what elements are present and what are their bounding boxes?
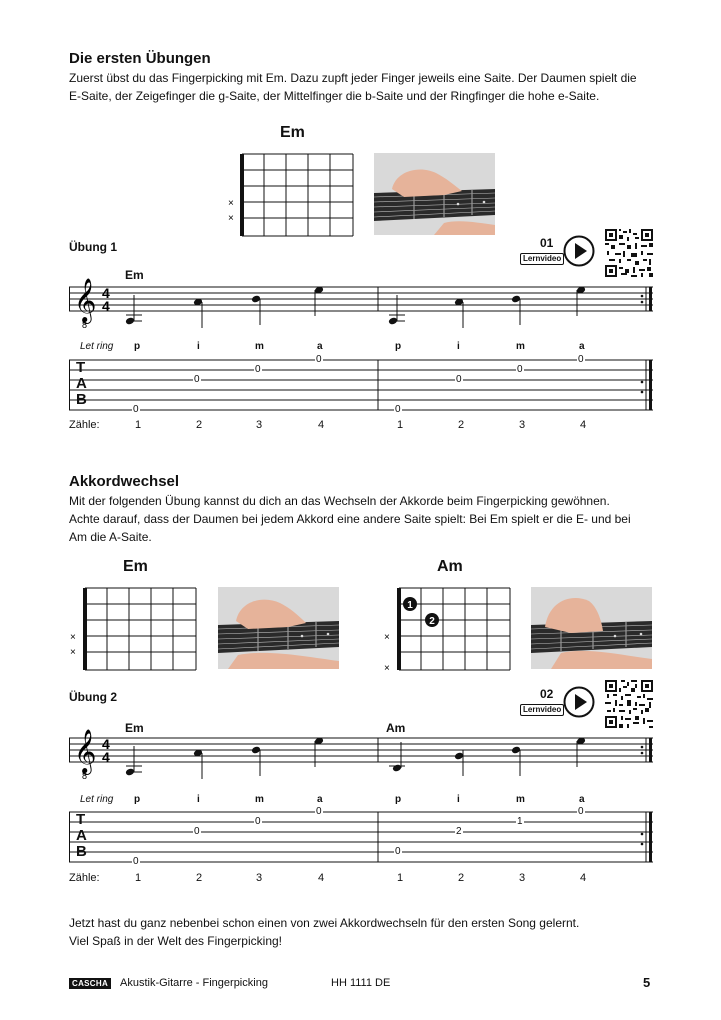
video-play-button[interactable] [563, 235, 595, 267]
muted-mark: × [228, 198, 234, 209]
chord-name-am: Am [437, 558, 463, 575]
count-beat: 3 [519, 419, 526, 431]
notation-staff-exercise-2 [69, 716, 655, 786]
tab-letter-t: T [76, 359, 86, 376]
muted-mark: × [228, 213, 234, 224]
video-number-02: 02 [540, 687, 554, 701]
tab-letter-t: T [76, 811, 86, 828]
tab-letter-a: A [76, 375, 87, 392]
count-beat: 2 [458, 872, 465, 884]
let-ring-label: Let ring [80, 794, 114, 805]
tab-letter-b: B [76, 391, 87, 408]
closing-text-line-1: Jetzt hast du ganz nebenbei schon einen von zwei Akkordwechseln für den ersten Song gelernt. [69, 916, 580, 930]
count-beat: 3 [519, 872, 526, 884]
tab-clef [76, 360, 87, 408]
let-ring-label: Let ring [80, 341, 114, 352]
finger-p: p [395, 794, 402, 805]
chord-diagram-em [66, 586, 201, 672]
notation-staff-exercise-1 [69, 265, 655, 335]
finger-a: a [579, 794, 585, 805]
page-number: 5 [643, 975, 651, 990]
count-beat: 4 [580, 419, 587, 431]
count-beat: 1 [397, 419, 404, 431]
closing-text-line-2: Viel Spaß in der Welt des Fingerpicking! [69, 934, 282, 948]
chord-name-em: Em [123, 558, 148, 575]
finger-i: i [457, 341, 460, 352]
tab-fret-number: 2 [456, 826, 462, 837]
treble-clef-icon: 𝄞 [74, 280, 97, 322]
chord-symbol-em: Em [125, 721, 144, 735]
chord-symbol-am: Am [386, 721, 406, 735]
tab-fret-number: 0 [316, 354, 322, 365]
tab-fret-number: 0 [456, 374, 462, 385]
time-signature-top: 4 [102, 736, 110, 752]
finger-a: a [317, 794, 323, 805]
finger-m: m [255, 341, 264, 352]
count-label: Zähle: [69, 872, 100, 884]
count-beat: 1 [135, 419, 142, 431]
finger-p: p [134, 341, 141, 352]
tab-fret-number: 1 [517, 816, 523, 827]
tab-fret-number: 0 [316, 806, 322, 817]
play-icon [563, 235, 595, 267]
tab-staff-exercise-2 [69, 808, 655, 864]
count-beat: 4 [318, 419, 325, 431]
footer-product-code: HH 1111 DE [331, 977, 391, 989]
finger-p: p [395, 341, 402, 352]
chord-diagram-am [380, 586, 515, 672]
finger-number: 2 [429, 616, 435, 627]
finger-number: 1 [407, 600, 413, 611]
section-title-chord-change: Akkordwechsel [69, 473, 180, 490]
tab-clef [76, 812, 87, 860]
video-number-01: 01 [540, 236, 554, 250]
count-beat: 2 [196, 872, 203, 884]
count-beat: 3 [256, 872, 263, 884]
count-beat: 4 [318, 872, 325, 884]
play-icon [563, 686, 595, 718]
time-signature-top: 4 [102, 285, 110, 301]
time-signature-bottom: 4 [102, 298, 110, 314]
lernvideo-label: Lernvideo [520, 253, 564, 265]
finger-m: m [516, 341, 525, 352]
chord-diagram-em [223, 152, 358, 238]
chord-name-em: Em [280, 124, 305, 141]
tab-fret-number: 0 [578, 806, 584, 817]
chord-change-text-line-2: Achte darauf, dass der Daumen bei jedem Akkord eine andere Saite spielt: Bei Em spielt er die E- und bei [69, 512, 631, 526]
finger-m: m [255, 794, 264, 805]
finger-a: a [579, 341, 585, 352]
tab-fret-number: 0 [395, 404, 401, 415]
footer-book-title: Akustik-Gitarre - Fingerpicking [120, 977, 268, 989]
treble-clef-icon: 𝄞 [74, 731, 97, 773]
photo-hand-em-chord [374, 153, 495, 235]
time-signature-bottom: 4 [102, 749, 110, 765]
intro-text-line-1: Zuerst übst du das Fingerpicking mit Em. Dazu zupft jeder Finger jeweils eine Saite. Der Daumen spielt die [69, 71, 637, 85]
count-beat: 2 [458, 419, 465, 431]
exercise-2-label: Übung 2 [69, 690, 117, 704]
count-beat: 1 [135, 872, 142, 884]
count-beat: 3 [256, 419, 263, 431]
tab-fret-number: 0 [395, 846, 401, 857]
tab-letter-a: A [76, 827, 87, 844]
tab-fret-number: 0 [255, 816, 261, 827]
clef-octave-8: 8 [82, 320, 88, 330]
finger-i: i [197, 341, 200, 352]
chord-change-text-line-1: Mit der folgenden Übung kannst du dich an das Wechseln der Akkorde beim Fingerpicking gewöhnen. [69, 494, 610, 508]
chord-change-text-line-3: Am die A-Saite. [69, 530, 152, 544]
muted-mark: × [70, 632, 76, 643]
lernvideo-label: Lernvideo [520, 704, 564, 716]
tab-fret-number: 0 [194, 826, 200, 837]
muted-mark: × [384, 632, 390, 643]
finger-i: i [457, 794, 460, 805]
finger-m: m [516, 794, 525, 805]
tab-fret-number: 0 [133, 856, 139, 867]
section-title-first-exercises: Die ersten Übungen [69, 50, 211, 67]
intro-text-line-2: E-Saite, der Zeigefinger die g-Saite, der Mittelfinger die b-Saite und der Ringfinger die hohe e-Saite. [69, 89, 600, 103]
publisher-logo: CASCHA [69, 978, 111, 989]
finger-p: p [134, 794, 141, 805]
muted-mark: × [384, 663, 390, 672]
tab-fret-number: 0 [194, 374, 200, 385]
tab-fret-number: 0 [578, 354, 584, 365]
photo-hand-em-chord [218, 587, 339, 669]
chord-symbol-em: Em [125, 268, 144, 282]
finger-a: a [317, 341, 323, 352]
muted-mark: × [70, 647, 76, 658]
count-label: Zähle: [69, 419, 100, 431]
photo-hand-am-chord [531, 587, 652, 669]
tab-fret-number: 0 [255, 364, 261, 375]
tab-staff-exercise-1 [69, 356, 655, 412]
exercise-1-label: Übung 1 [69, 240, 117, 254]
video-play-button[interactable] [563, 686, 595, 718]
finger-i: i [197, 794, 200, 805]
count-beat: 4 [580, 872, 587, 884]
tab-fret-number: 0 [517, 364, 523, 375]
tab-fret-number: 0 [133, 404, 139, 415]
tab-letter-b: B [76, 843, 87, 860]
count-beat: 1 [397, 872, 404, 884]
count-beat: 2 [196, 419, 203, 431]
clef-octave-8: 8 [82, 771, 88, 781]
